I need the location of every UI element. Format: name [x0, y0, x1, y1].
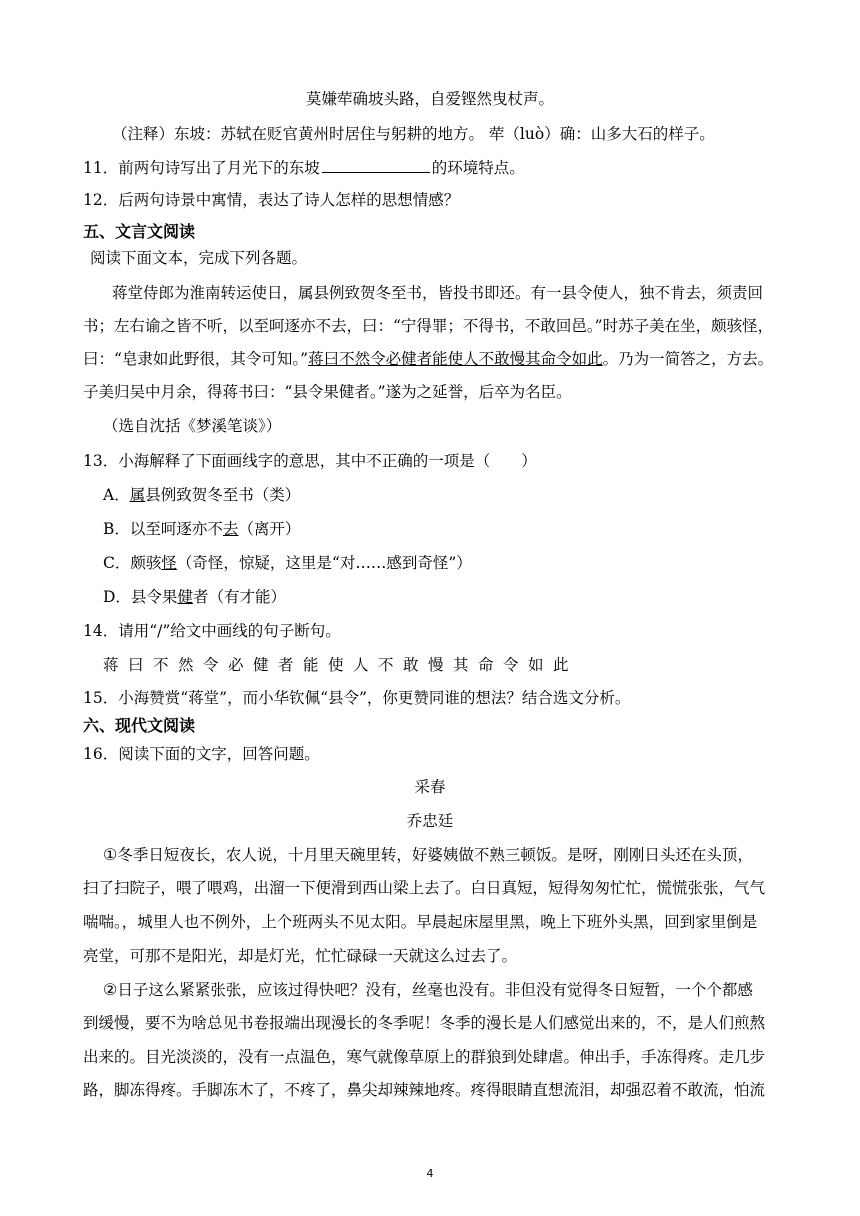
question-15: 15．小海赞赏“蒋堂”，而小华钦佩“县令”，你更赞同谁的想法？结合选文分析。	[83, 689, 631, 707]
paragraph-2-line-1	[103, 980, 803, 1000]
underlined-sentence: 蒋曰不然令必健者能使人不敢慢其命令如此	[308, 350, 603, 368]
poem-last-line: 莫嫌荦确坡头路，自爱铿然曳杖声。	[305, 90, 554, 108]
option-a-label: A．	[103, 486, 130, 504]
passage-line-3-end: 。乃为一简答之，方去。	[602, 350, 774, 368]
question-11	[83, 157, 783, 178]
option-c-label: C．颇骇	[103, 554, 162, 572]
option-a[interactable]	[103, 485, 803, 505]
article-author: 乔忠廷	[406, 812, 454, 830]
question-13-stem: 13．小海解释了下面画线字的意思，其中不正确的一项是（ ）	[83, 452, 537, 470]
paragraph-2-line-2: 到缓慢，要不为啥总见书卷报端出现漫长的冬季呢！冬季的漫长是人们感觉出来的，不，是人们煎熬	[83, 1014, 766, 1032]
paragraph-1-number: ①	[103, 845, 118, 864]
option-b-underlined: 去	[222, 520, 239, 538]
question-11-suffix: 的环境特点。	[431, 159, 525, 177]
option-c[interactable]	[103, 553, 803, 573]
option-d[interactable]	[103, 587, 803, 607]
section-5-instruction: 阅读下面文本，完成下列各题。	[90, 249, 308, 267]
paragraph-2-line-4: 路，脚冻得疼。手脚冻木了，不疼了，鼻尖却辣辣地疼。疼得眼睛直想流泪，却强忍着不敢流，怕流	[83, 1081, 766, 1099]
paragraph-1-line-1	[103, 845, 803, 865]
question-11-prefix: 11．前两句诗写出了月光下的东坡	[83, 159, 320, 177]
paragraph-1-line-2: 扫了扫院子，喂了喂鸡，出溜一下便滑到西山梁上去了。白日真短，短得匆匆忙忙，慌慌张张，气气	[83, 879, 766, 897]
article-title: 采春	[414, 778, 446, 796]
question-16: 16．阅读下面的文字，回答问题。	[83, 745, 320, 763]
paragraph-2-line-3: 出来的。目光淡淡的，没有一点温色，寒气就像草原上的群狼到处肆虐。伸出手，手冻得疼。走几步	[83, 1048, 766, 1066]
section-5-title: 五、文言文阅读	[83, 222, 196, 241]
question-12: 12．后两句诗景中寓情，表达了诗人怎样的思想情感？	[83, 191, 460, 209]
page-number: 4	[426, 1167, 434, 1180]
paragraph-1-text: 冬季日短夜长，农人说，十月里天碗里转，好婆姨做不熟三顿饭。是呀，刚刚日头还在头顶，	[117, 846, 753, 864]
paragraph-1-line-3: 喘喘。，城里人也不例外，上个班两头不见太阳。早晨起床屋里黑，晚上下班外头黑，回到家里倒是	[83, 913, 758, 931]
question-14-stem: 14．请用“/”给文中画线的句子断句。	[83, 622, 341, 640]
passage-line-2: 书；左右谕之皆不听，以至呵逐亦不去，曰：“宁得罪；不得书，不敢回邑。”时苏子美在坐，颇骇怪，	[83, 317, 774, 335]
section-6-title: 六、现代文阅读	[83, 716, 196, 735]
answer-blank[interactable]	[322, 157, 430, 173]
option-a-text: 县例致贺冬至书（类）	[145, 486, 301, 504]
passage-line-1: 蒋堂侍郎为淮南转运使日，属县例致贺冬至书，皆投书即还。有一县令使人，独不肯去，须责回	[112, 284, 764, 302]
option-b-label: B．以至呵逐亦不	[103, 520, 223, 538]
question-14-sentence: 蒋曰不然令必健者能使人不敢慢其命令如此	[103, 656, 579, 674]
poem-note: （注释）东坡：苏轼在贬官黄州时居住与躬耕的地方。 荦（luò）确：山多大石的样子。	[112, 125, 715, 143]
option-d-label: D．县令果	[103, 588, 178, 606]
passage-line-3	[83, 349, 783, 369]
passage-line-4: 子美归吴中月余，得蒋书曰：“县令果健者。”遂为之延誉，后卒为名臣。	[83, 383, 572, 401]
paragraph-1-line-4: 亮堂，可那不是阳光，却是灯光，忙忙碌碌一天就这么过去了。	[83, 947, 518, 965]
option-b[interactable]	[103, 519, 803, 539]
option-c-underlined: 怪	[161, 554, 177, 572]
passage-source: （选自沈括《梦溪笔谈》）	[103, 417, 282, 435]
option-d-text: 者（有才能）	[192, 588, 286, 606]
option-c-text: （奇怪，惊疑，这里是“对……感到奇怪”）	[176, 554, 472, 572]
option-b-text: （离开）	[238, 520, 301, 538]
paragraph-2-text: 日子这么紧紧张张，应该过得快吧？没有，丝毫也没有。非但没有觉得冬日短暂，一个个都感	[117, 981, 753, 999]
passage-line-3-start: 曰：“皂隶如此野很，其令可知。”	[83, 350, 309, 368]
paragraph-2-number: ②	[103, 980, 118, 999]
option-a-underlined: 属	[129, 486, 146, 504]
option-d-underlined: 健	[177, 588, 193, 606]
